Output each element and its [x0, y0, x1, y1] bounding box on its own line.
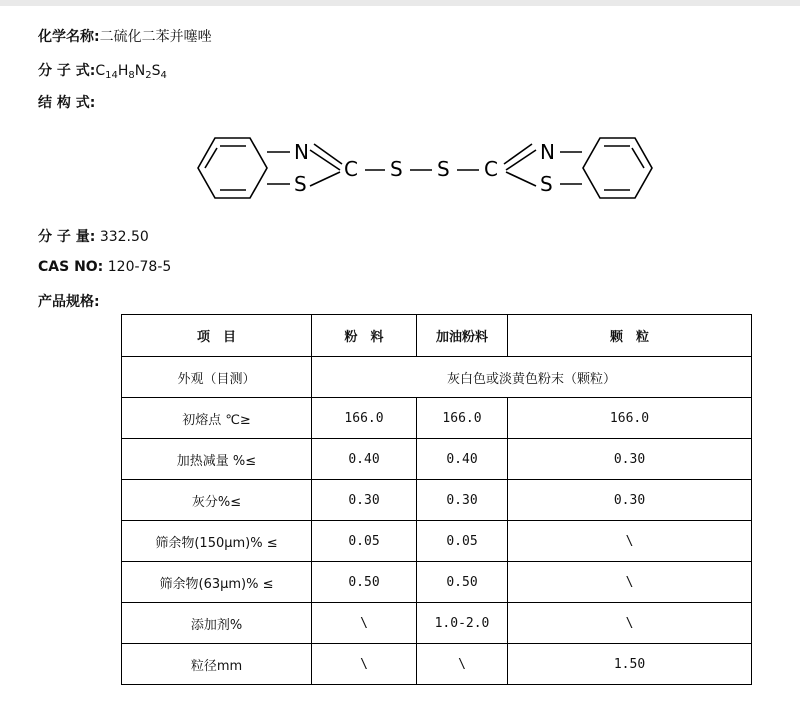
- table-row: [122, 398, 752, 439]
- atom-c-left: C: [344, 157, 358, 181]
- table-row: [122, 562, 752, 603]
- table-row: [122, 439, 752, 480]
- table-row: [122, 603, 752, 644]
- header-granule: 颗 粒: [508, 315, 752, 357]
- atom-s-ring-right: S: [540, 172, 553, 196]
- oiled-cell: 166.0: [417, 398, 508, 439]
- top-bar: [0, 0, 800, 6]
- cas-line: [38, 259, 171, 275]
- left-benzene-ring: [198, 138, 267, 198]
- powder-cell: 166.0: [312, 398, 417, 439]
- granule-cell: \: [508, 562, 752, 603]
- granule-cell: 0.30: [508, 439, 752, 480]
- granule-cell: 1.50: [508, 644, 752, 685]
- formula-label: 分 子 式:: [38, 63, 96, 79]
- atom-s-ring-left: S: [294, 172, 307, 196]
- row-item: 添加剂%: [122, 603, 312, 644]
- cas-value: 120-78-5: [107, 259, 172, 275]
- spec-title: 产品规格:: [38, 294, 100, 310]
- atom-s-bridge-1: S: [390, 157, 403, 181]
- oiled-cell: 0.05: [417, 521, 508, 562]
- header-item: 项 目: [122, 315, 312, 357]
- row-item: 灰分%≤: [122, 480, 312, 521]
- molecular-weight-line: [38, 226, 149, 246]
- powder-cell: \: [312, 644, 417, 685]
- atom-c-right: C: [484, 157, 498, 181]
- cas-label: CAS NO:: [38, 259, 104, 275]
- row-item: 筛余物(63μm)% ≤: [122, 562, 312, 603]
- table-row: [122, 480, 752, 521]
- table-row: [122, 521, 752, 562]
- granule-cell: \: [508, 603, 752, 644]
- appearance-value: 灰白色或淡黄色粉末（颗粒）: [312, 357, 752, 398]
- oiled-cell: \: [417, 644, 508, 685]
- powder-cell: 0.40: [312, 439, 417, 480]
- table-header-row: [122, 315, 752, 357]
- table-row: [122, 644, 752, 685]
- granule-cell: 166.0: [508, 398, 752, 439]
- row-item: 外观（目测）: [122, 357, 312, 398]
- granule-cell: 0.30: [508, 480, 752, 521]
- spec-title-line: [38, 291, 100, 311]
- header-powder: 粉 料: [312, 315, 417, 357]
- powder-cell: \: [312, 603, 417, 644]
- formula-value: $C_{14}H_8N_2S_4$: [95, 63, 167, 81]
- chemical-name-line: [38, 26, 212, 46]
- right-benzene-ring: [583, 138, 652, 198]
- row-item: 加热减量 %≤: [122, 439, 312, 480]
- formula-line: [38, 60, 167, 80]
- header-oiled-powder: 加油粉料: [417, 315, 508, 357]
- atom-n-left: N: [294, 140, 309, 164]
- row-item: 粒径mm: [122, 644, 312, 685]
- structure-label: 结 构 式:: [38, 95, 96, 111]
- structure-line: [38, 92, 95, 112]
- molecular-weight-value: 332.50: [99, 229, 149, 245]
- oiled-cell: 0.30: [417, 480, 508, 521]
- chemical-name-label: 化学名称:: [38, 29, 100, 45]
- table-row: [122, 357, 752, 398]
- spec-table: [121, 314, 752, 685]
- powder-cell: 0.30: [312, 480, 417, 521]
- powder-cell: 0.05: [312, 521, 417, 562]
- oiled-cell: 0.40: [417, 439, 508, 480]
- chemical-name-value: 二硫化二苯并噻唑: [99, 29, 212, 45]
- molecular-weight-label: 分 子 量:: [38, 229, 96, 245]
- oiled-cell: 0.50: [417, 562, 508, 603]
- atom-s-bridge-2: S: [437, 157, 450, 181]
- row-item: 初熔点 ℃≥: [122, 398, 312, 439]
- atom-n-right: N: [540, 140, 555, 164]
- row-item: 筛余物(150μm)% ≤: [122, 521, 312, 562]
- granule-cell: \: [508, 521, 752, 562]
- oiled-cell: 1.0-2.0: [417, 603, 508, 644]
- powder-cell: 0.50: [312, 562, 417, 603]
- structural-formula: [190, 128, 690, 218]
